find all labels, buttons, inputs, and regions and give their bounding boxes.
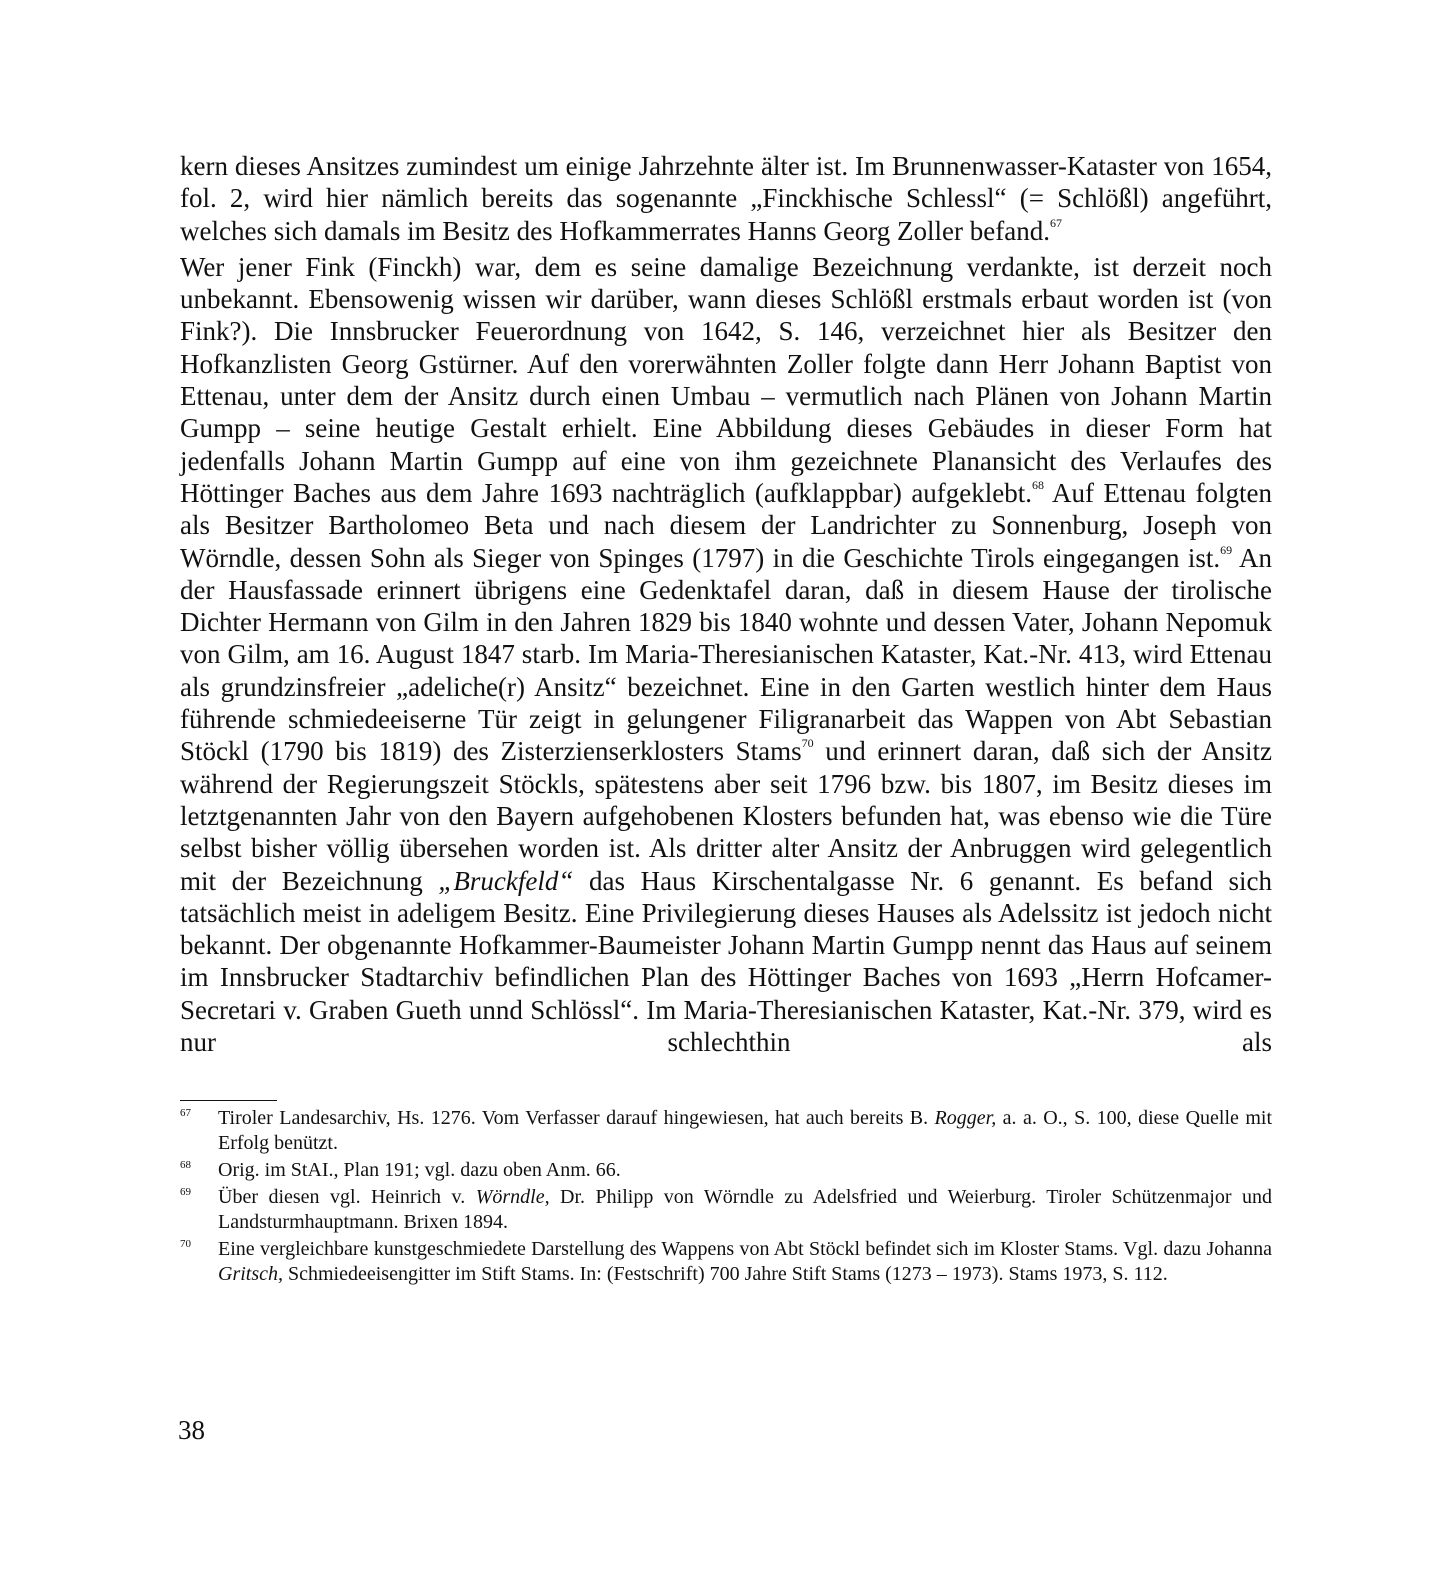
body-text <box>180 150 1272 1058</box>
paragraph-text: und erinnert daran, daß sich der Ansitz während der Regierungszeit Stöckls, spätestens aber seit 1796 bzw. bis 1807, im Besitz dieses im letztgenannten Jahr von den Bayern aufgehobenen Klosters befunden hat, was ebenso wie die Türe selbst bisher völlig übersehen worden ist. Als dritter alter Ansitz der Anbruggen wird gelegentlich mit der Bezeichnung <box>180 736 1272 896</box>
footnote-ref: 67 <box>1050 215 1062 230</box>
footnote-number: 68 <box>180 1159 191 1171</box>
paragraph-text: das Haus Kirschentalgasse Nr. 6 genannt. Es befand sich tatsächlich meist in adeligem Besitz. Eine Privilegierung dieses Hauses als Adelssitz ist jedoch nicht bekannt. Der obgenannte Hofkammer-Baumeister Johann Martin Gumpp nennt das Haus auf seinem im Innsbrucker Stadtarchiv befindlichen Plan des Höttinger Baches von 1693 „Herrn Hofcamer-Secretari v. Graben Gueth unnd Schlössl“. Im Maria-Theresianischen Kataster, Kat.-Nr. 379, wird es nur schlechthin als <box>180 865 1272 1058</box>
footnote-author: Rogger, <box>934 1107 997 1129</box>
footnote-text: Tiroler Landesarchiv, Hs. 1276. Vom Verfasser darauf hingewiesen, hat auch bereits B. <box>218 1107 935 1129</box>
footnote-text: Orig. im StAI., Plan 191; vgl. dazu oben Anm. 66. <box>218 1159 621 1181</box>
footnote-number: 70 <box>180 1238 191 1250</box>
page-number: 38 <box>178 1415 205 1445</box>
footnote-author: Wörndle, <box>475 1186 550 1208</box>
footnote-text: a. a. O., S. 100, diese Quelle mit Erfolg benützt. <box>218 1107 1272 1154</box>
footnote-text: Schmiedeeisengitter im Stift Stams. In: (Festschrift) 700 Jahre Stift Stams (1273 – 1973). Stams 1973, S. 112. <box>283 1263 1168 1285</box>
paragraph-text: An der Hausfassade erinnert übrigens eine Gedenktafel daran, daß in diesem Hause der tirolische Dichter Hermann von Gilm in den Jahren 1829 bis 1840 wohnte und dessen Vater, Johann Nepomuk von Gilm, am 16. August 1847 starb. Im Maria-Theresianischen Kataster, Kat.-Nr. 413, wird Ettenau als grundzinsfreier „adeliche(r) Ansitz“ bezeichnet. Eine in den Garten westlich hinter dem Haus führende schmiedeeiserne Tür zeigt in gelungener Filigranarbeit das Wappen von Abt Sebastian Stöckl (1790 bis 1819) des Zisterzienserklosters Stams <box>180 542 1273 767</box>
footnote-70 <box>180 1237 1272 1287</box>
footnote-ref: 69 <box>1220 542 1233 557</box>
footnote-text: Über diesen vgl. Heinrich v. <box>218 1186 476 1208</box>
footnote-ref: 68 <box>1032 477 1045 492</box>
paragraph-1 <box>180 150 1272 247</box>
italic-term: „Bruckfeld“ <box>438 865 574 896</box>
footnote-number: 69 <box>180 1186 191 1198</box>
footnote-ref: 70 <box>801 736 814 751</box>
paragraph-2 <box>180 251 1272 1058</box>
footnote-divider <box>180 1100 277 1101</box>
footnote-number: 67 <box>180 1107 191 1119</box>
footnote-text: Eine vergleichbare kunstgeschmiedete Darstellung des Wappens von Abt Stöckl befindet sich im Kloster Stams. Vgl. dazu Johanna <box>218 1238 1272 1260</box>
footnote-author: Gritsch, <box>218 1263 283 1285</box>
footnote-69 <box>180 1185 1272 1235</box>
footnote-68 <box>180 1158 1272 1183</box>
paragraph-text: Wer jener Fink (Finckh) war, dem es seine damalige Bezeichnung verdankte, ist derzeit noch unbekannt. Ebensowenig wissen wir darüber, wann dieses Schlößl erstmals erbaut worden ist (von Fink?). Die Innsbrucker Feuerordnung von 1642, S. 146, verzeichnet hier als Besitzer den Hofkanzlisten Georg Gstürner. Auf den vorerwähnten Zoller folgte dann Herr Johann Baptist von Ettenau, unter dem der Ansitz durch einen Umbau – vermutlich nach Plänen von Johann Martin Gumpp – seine heutige Gestalt erhielt. Eine Abbildung dieses Gebäudes in dieser Form hat jedenfalls Johann Martin Gumpp auf eine von ihm gezeichnete Planansicht des Verlaufes des Höttinger Baches aus dem Jahre 1693 nachträglich (aufklappbar) aufgeklebt. <box>180 251 1272 508</box>
footnote-67 <box>180 1106 1272 1156</box>
paragraph-text: kern dieses Ansitzes zumindest um einige Jahrzehnte älter ist. Im Brunnenwasser-Kataster von 1654, fol. 2, wird hier nämlich bereits das sogenannte „Finckhische Schlessl“ (= Schlößl) angeführt, welches sich damals im Besitz des Hofkammerrates Hanns Georg Zoller befand. <box>180 151 1272 246</box>
footnotes <box>180 1106 1272 1289</box>
paragraph-text: Auf Ettenau folgten als Besitzer Bartholomeo Beta und nach diesem der Landrichter zu Sonnenburg, Joseph von Wörndle, dessen Sohn als Sieger von Spinges (1797) in die Geschichte Tirols eingegangen ist. <box>180 477 1272 573</box>
footnote-text: Dr. Philipp von Wörndle zu Adelsfried und Weierburg. Tiroler Schützenmajor und Landsturmhauptmann. Brixen 1894. <box>218 1186 1272 1233</box>
